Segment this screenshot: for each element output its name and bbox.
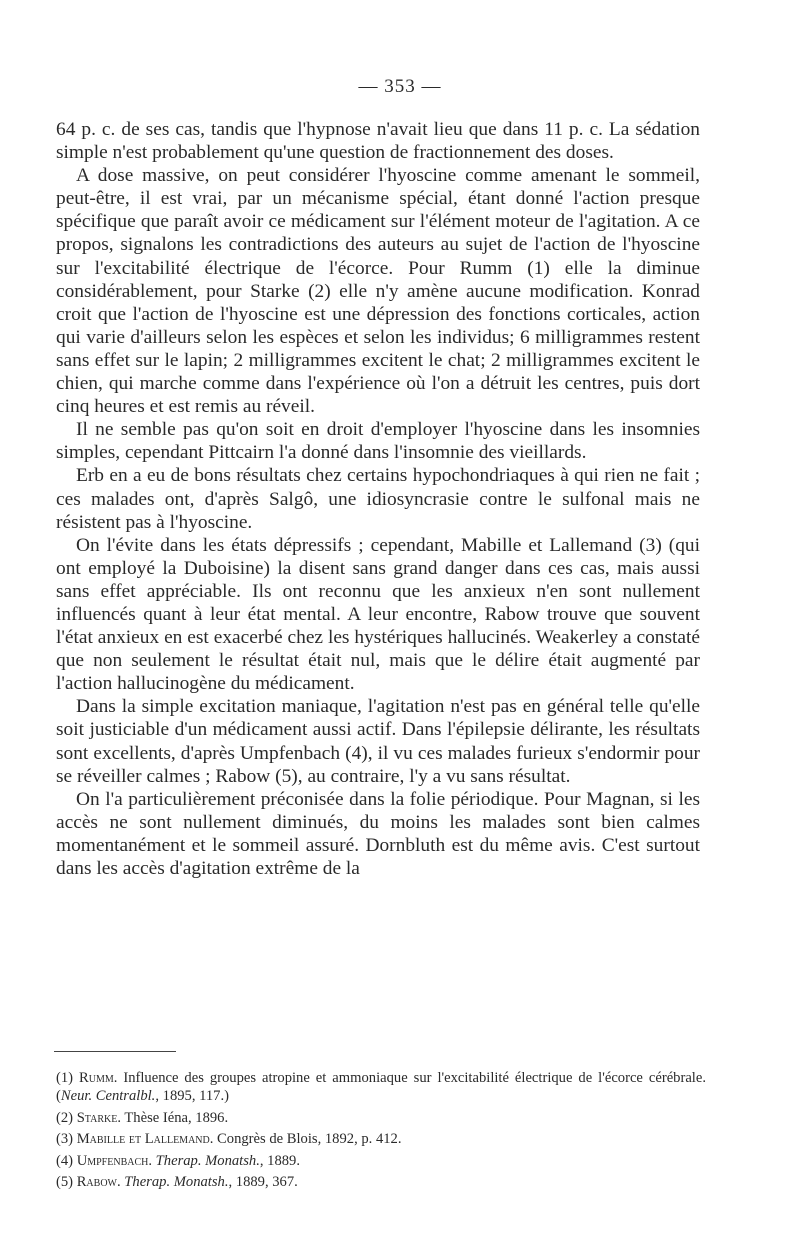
footnote-text-end: , 1895, 117.) (155, 1088, 229, 1105)
paragraph-7: On l'a particulièrement préconisée dans la folie périodique. Pour Magnan, si les accès ne sont nullement diminués, du moins les malades sont bien calmes momentanément et le sommeil assuré. Dornbluth est du même avis. C'est surtout dans les accès d'agitation extrême de la (56, 788, 700, 879)
footnote-journal: Therap. Monatsh. (155, 1152, 260, 1169)
footnote-1 (56, 1069, 706, 1106)
footnote-journal: Therap. Monatsh. (124, 1174, 229, 1191)
footnote-text: Congrès de Blois, 1892, p. 412. (217, 1131, 402, 1148)
paragraph-4: Erb en a eu de bons résultats chez certains hypochondriaques à qui rien ne fait ; ces malades ont, d'après Salgô, une idiosyncrasie contre le sulfonal mais ne résistent pas à l'hyoscine. (56, 465, 700, 533)
footnotes (56, 1069, 706, 1191)
paragraph-3: Il ne semble pas qu'on soit en droit d'employer l'hyoscine dans les insomnies simples, cependant Pittcairn l'a donné dans l'insomnie des vieillards. (56, 419, 700, 464)
paragraph-6: Dans la simple excitation maniaque, l'agitation n'est pas en général telle qu'elle soit justiciable d'un médicament aussi actif. Dans l'épilepsie délirante, les résultats sont excellents, d'après Umpfenbach (4), il vu ces malades furieux s'endormir pour se réveiller calmes ; Rabow (5), au contraire, l'y a vu sans résultat. (56, 696, 700, 787)
paragraph-5: On l'évite dans les états dépressifs ; cependant, Mabille et Lallemand (3) (qui ont employé la Duboisine) la disent sans grand danger dans ces cas, mais aussi sans effet appréciable. Ils ont reconnu que les anxieux n'en sont nullement influencés quant à leur état mental. A leur encontre, Rabow trouve que souvent l'état anxieux en est exacerbé chez les hystériques hallucinés. Weakerley a constaté que non seulement le résultat était nul, mais que le délire était augmenté par l'action hallucinogène du médicament. (56, 534, 700, 695)
footnote-text: Influence des groupes atropine et ammoniaque sur l'excitabilité électrique de l'écorce cérébrale. ( (56, 1070, 706, 1105)
footnote-text-end: , 1889. (259, 1152, 300, 1169)
footnote-divider (54, 1051, 176, 1052)
page-number: — 353 — (358, 76, 442, 97)
footnote-5 (56, 1173, 706, 1191)
paragraph-2: A dose massive, on peut considérer l'hyoscine comme amenant le sommeil, peut-être, il est vrai, par un mécanisme spécial, étant donné l'action presque spécifique que paraît avoir ce médicament sur l'élément moteur de l'agitation. A ce propos, signalons les contradictions des auteurs au sujet de l'action de l'hyoscine sur l'excitabilité électrique de l'écorce. Pour Rumm (1) elle la diminue considérablement, pour Starke (2) elle n'y amène aucune modification. Konrad croit que l'action de l'hyoscine est une dépression des fonctions corticales, action qui varie d'ailleurs selon les espèces et selon les individus; 6 milligrammes restent sans effet sur le lapin; 2 milligrammes excitent le chat; 2 milligrammes excitent le chien, qui marche comme dans l'expérience où l'on a détruit les centres, puis dort cinq heures et est remis au réveil. (56, 165, 700, 418)
footnote-author: Umpfenbach. (76, 1152, 153, 1169)
footnote-marker: (5) (56, 1174, 74, 1191)
footnote-text-end: , 1889, 367. (228, 1174, 298, 1191)
footnote-text: Thèse Iéna, 1896. (124, 1109, 229, 1126)
body-text (56, 118, 700, 880)
footnote-marker: (2) (56, 1109, 74, 1126)
footnote-author: Rabow. (76, 1174, 121, 1191)
footnote-4 (56, 1152, 706, 1170)
footnote-journal: Neur. Centralbl. (60, 1088, 156, 1105)
footnote-author: Rumm. (79, 1070, 118, 1086)
footnote-marker: (1) (56, 1070, 74, 1086)
footnote-marker: (4) (56, 1152, 74, 1169)
footnote-author: Mabille et Lallemand. (76, 1131, 214, 1148)
footnote-2 (56, 1109, 706, 1127)
paragraph-1: 64 p. c. de ses cas, tandis que l'hypnose n'avait lieu que dans 11 p. c. La sédation simple n'est probablement qu'une question de fractionnement des doses. (56, 119, 700, 164)
footnote-3 (56, 1130, 706, 1148)
footnote-marker: (3) (56, 1131, 74, 1148)
footnote-author: Starke. (76, 1109, 121, 1126)
